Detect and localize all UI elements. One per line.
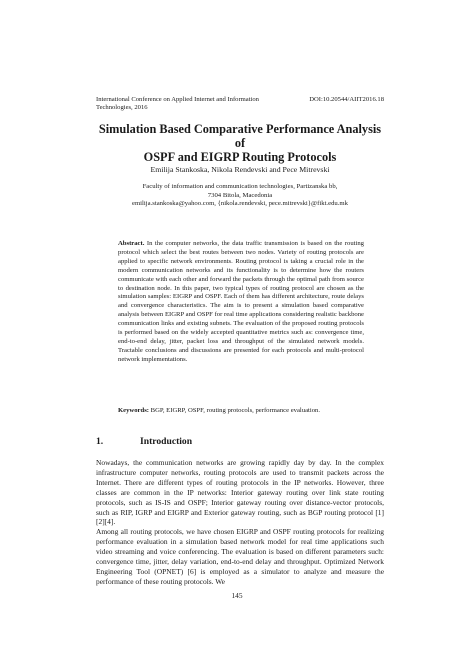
paragraph-2: Among all routing protocols, we have chosen EIGRP and OSPF routing protocols for realizing performance evaluation in a simulation based network model for real time applications such video streaming and voice conferencing. The evaluation is based on different parameters such: convergence time, jitter, delay variation, end-to-end delay and throughput. Optimized Network Engineering Tool (OPNET) [6] is employed as a simulator to analyze and measure the performance of these routing protocols. We xyxy=(96,527,384,586)
paper-title-line-1: Simulation Based Comparative Performance Analysis of xyxy=(98,122,382,151)
conference-name: International Conference on Applied Internet and Information Technologies, 2016 xyxy=(96,96,259,112)
affiliation-line-2: 7304 Bitola, Macedonia xyxy=(207,191,273,199)
author-list: Emilija Stankoska, Nikola Rendevski and Pece Mitrevski xyxy=(150,165,330,174)
abstract xyxy=(118,240,364,365)
abstract-label: Abstract. xyxy=(118,240,145,247)
affiliation xyxy=(96,183,384,209)
keywords xyxy=(118,407,364,416)
paper-title xyxy=(96,122,384,165)
section-number: 1. xyxy=(96,436,104,447)
keywords-text: BGP, EIGRP, OSPF, routing protocols, performance evaluation. xyxy=(150,407,321,414)
doi: DOI:10.20544/AIIT2016.18 xyxy=(309,96,384,103)
section-title: Introduction xyxy=(140,436,193,447)
section-heading xyxy=(96,436,192,447)
affiliation-line-1: Faculty of information and communication technologies, Partizanska bb, xyxy=(142,183,338,190)
affiliation-emails: emilija.stankoska@yahoo.com, {nikola.rendevski, pece.mitrevski}@fikt.edu.mk xyxy=(132,200,348,208)
page-number: 145 xyxy=(231,591,243,600)
abstract-text: In the computer networks, the data traffic transmission is based on the routing protocol which select the best routes between two nodes. Variety of routing protocols are applied to specific network environments. Routing protocol is taking a crucial role in the modern communication networks and its functionality is to determine how the routers communicate with each other and forward the packets through the optimal path from source to destination node. In this paper, two typical types of routing protocol are chosen as the simulation samples: EIGRP and OSPF. Each of them has different architecture, route delays and convergence characteristics. The aim is to present a simulation based comparative analysis between EIGRP and OSPF for real time applications considering realistic backbone communication links and existing subnets. The evaluation of the proposed routing protocols is performed based on the widely accepted quantitative metrics such as: convergence time, end-to-end delay, jitter, packet loss and throughput of the simulated network models. Tractable conclusions and discussions are presented for each protocols and multi-protocol network implementations. xyxy=(118,240,364,363)
paper-title-line-2: OSPF and EIGRP Routing Protocols xyxy=(143,150,337,165)
paragraph-1: Nowadays, the communication networks are growing rapidly day by day. In the complex infrastructure computer networks, routing protocols are used to transmit packets across the Internet. There are different types of routing protocols in the IP networks. However, three classes are common in the IP networks: Interior gateway routing over link state routing protocols, such as IS-IS and OSPF; Interior gateway routing over distance-vector protocols, such as RIP, IGRP and EIGRP and Exterior gateway routing, such as BGP routing protocol [1][2][4]. xyxy=(96,458,384,527)
body-text xyxy=(96,458,384,587)
keywords-label: Keywords: xyxy=(118,407,149,414)
